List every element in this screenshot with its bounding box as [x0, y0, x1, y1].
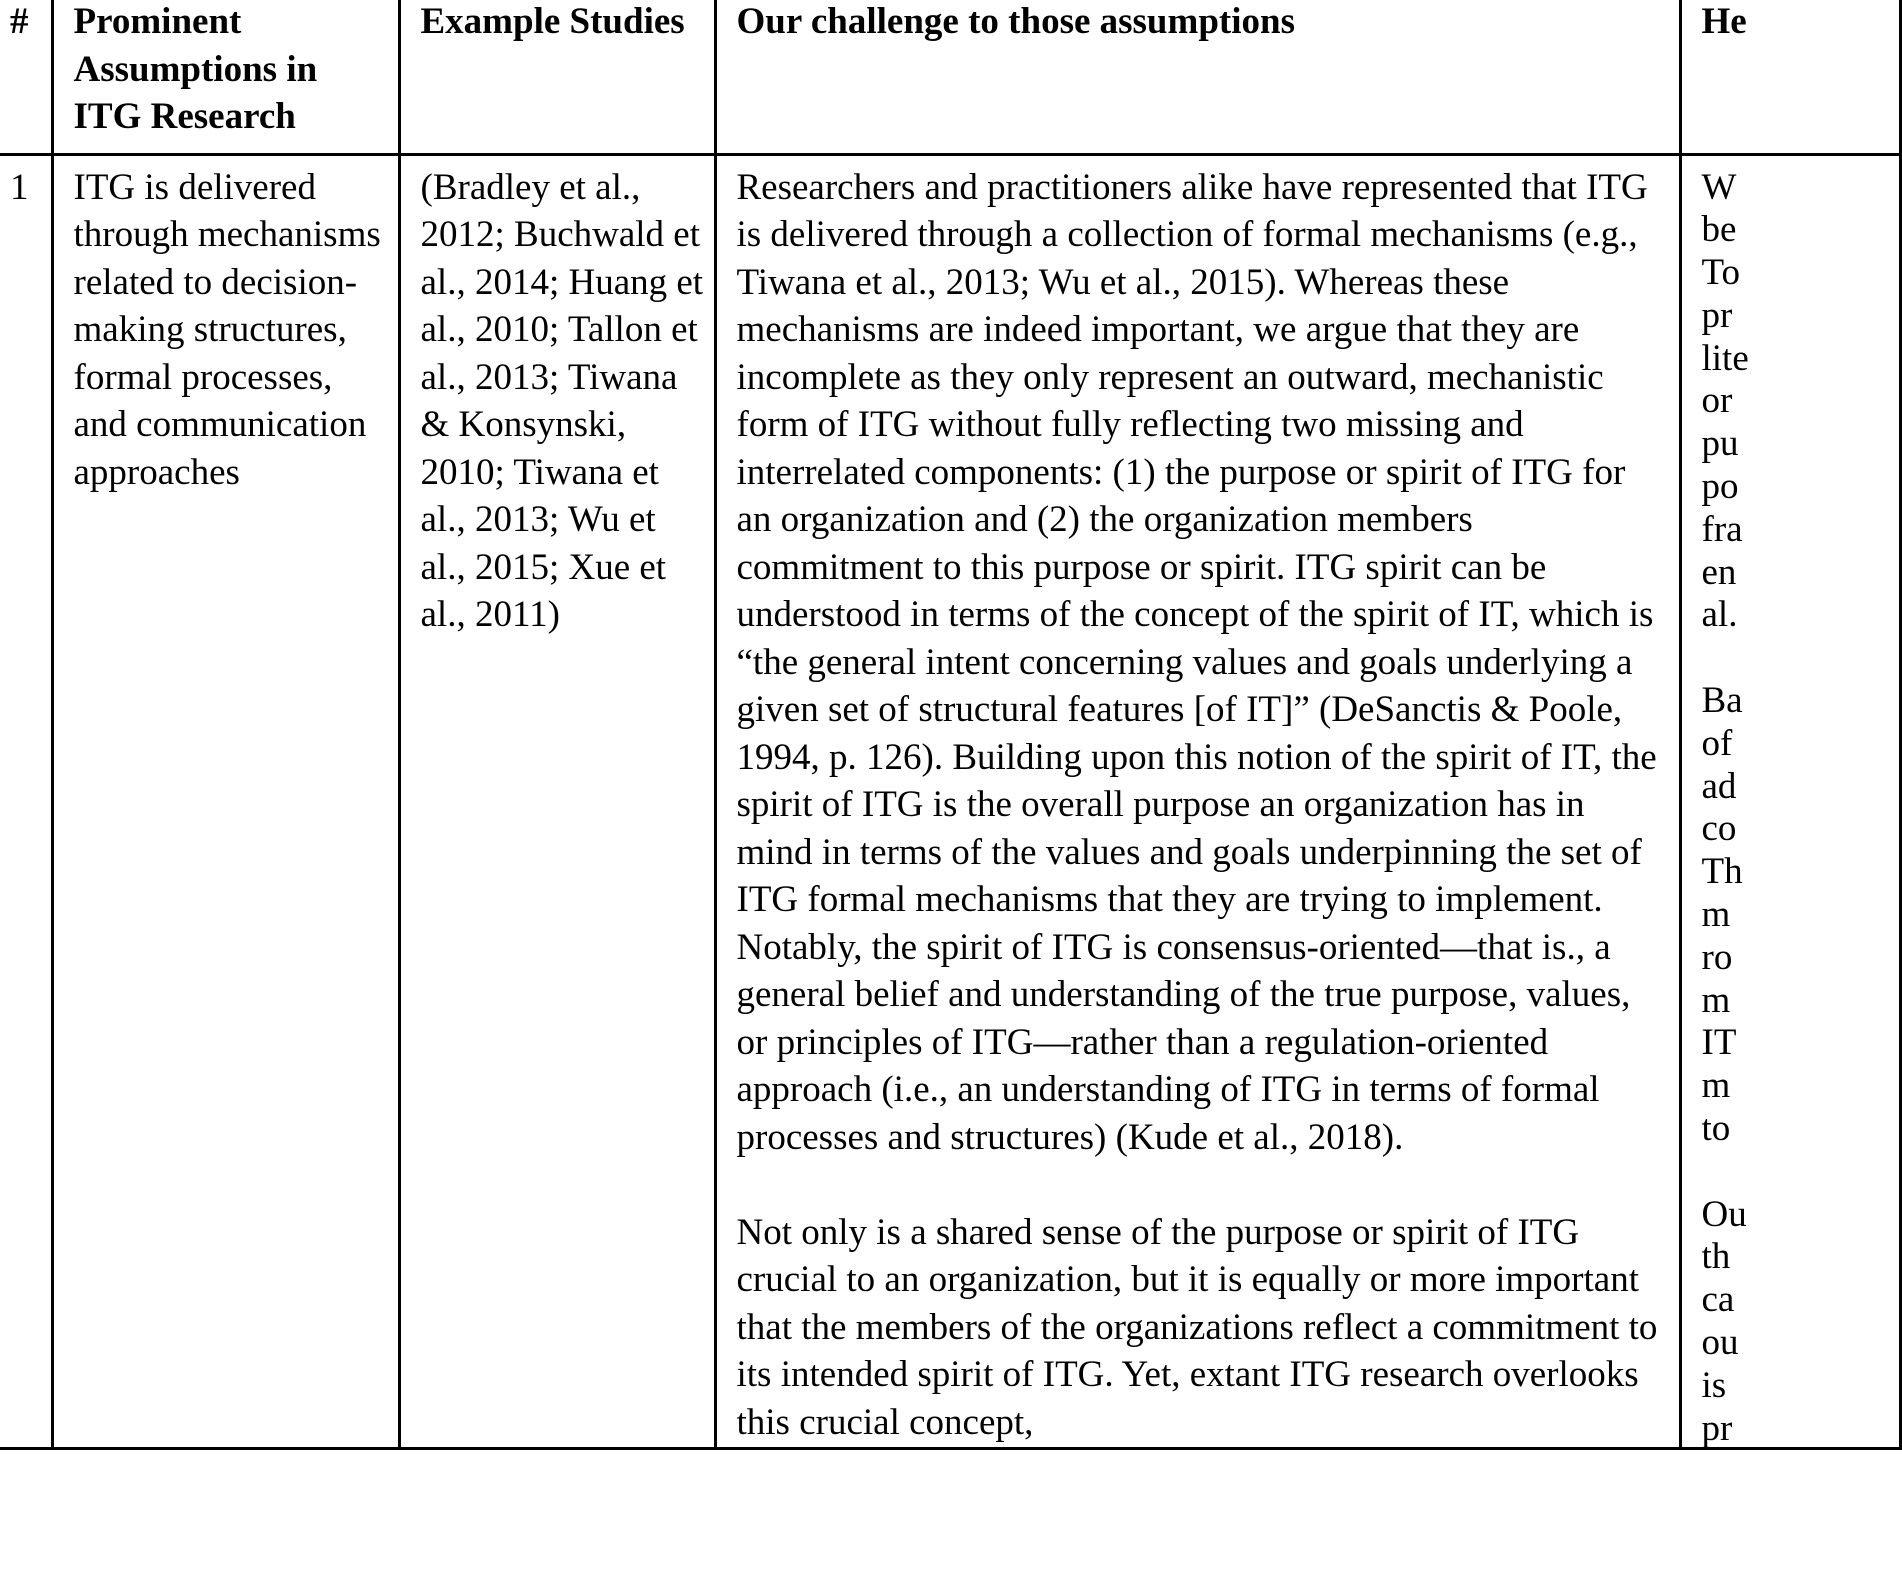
partial-line: [1702, 634, 1889, 677]
challenge-paragraph: Researchers and practitioners alike have represented that ITG is delivered through a collection of formal mechanisms (e.g., Tiwana et al., 2013; Wu et al., 2015). Whereas these mechanisms are indeed important, we argue that they are incomplete as they only represent an outward, mechanistic form of ITG without fully reflecting two missing and interrelated components: (1) the purpose or spirit of ITG for an organization and (2) the organization members commitment to this purpose or spirit. ITG spirit can be understood in terms of the concept of the spirit of IT, which is “the general intent concerning values and goals underlying a given set of structural features [of IT]” (DeSanctis & Poole, 1994, p. 126). Building upon this notion of the spirit of IT, the spirit of ITG is the overall purpose an organization has in mind in terms of the values and goals underpinning the set of ITG formal mechanisms that they are trying to implement. Notably, the spirit of ITG is consensus-oriented—that is., a general belief and understanding of the true purpose, values, or principles of ITG—rather than a regulation-oriented approach (i.e., an understanding of ITG in terms of formal processes and structures) (Kude et al., 2018).: [736, 166, 1657, 1158]
partial-line: IT: [1701, 1022, 1737, 1064]
header-number: #: [0, 0, 52, 154]
partial-line: Ba: [1701, 680, 1743, 722]
partial-line: of: [1701, 722, 1733, 764]
partial-line: m: [1701, 894, 1731, 936]
header-example-studies: Example Studies: [399, 0, 715, 154]
partial-line: Ou: [1701, 1193, 1747, 1235]
challenge-cell: [715, 154, 1680, 1449]
partial-line: ro: [1701, 936, 1733, 978]
partial-line: lite: [1701, 337, 1749, 379]
partial-line: or: [1701, 380, 1733, 422]
partial-line: Th: [1701, 851, 1743, 893]
partial-line: al.: [1701, 594, 1738, 636]
header-assumptions: Prominent Assumptions in ITG Research: [52, 0, 399, 154]
partial-line: pr: [1701, 294, 1733, 336]
partial-line: en: [1701, 551, 1737, 593]
partial-line: To: [1701, 252, 1741, 294]
partial-line: fra: [1701, 508, 1743, 550]
row-number: 1: [0, 154, 52, 1449]
table-row: [0, 154, 1900, 1449]
partial-line: to: [1701, 1108, 1731, 1150]
partial-line: m: [1701, 1065, 1731, 1107]
assumption-cell: ITG is delivered through mechanisms related to decision-making structures, formal processes, and communication approaches: [52, 154, 399, 1449]
partial-line: po: [1701, 466, 1739, 508]
table-header-row: [0, 0, 1900, 154]
partial-line: ou: [1701, 1322, 1739, 1364]
header-challenge: Our challenge to those assumptions: [715, 0, 1680, 154]
partial-line: th: [1701, 1236, 1731, 1278]
example-studies-cell: (Bradley et al., 2012; Buchwald et al., 2014; Huang et al., 2010; Tallon et al., 2013; Tiwana & Konsynski, 2010; Tiwana et al., 2013; Wu et al., 2015; Xue et al., 2011): [399, 154, 715, 1449]
header-next-column-partial: He: [1680, 0, 1900, 154]
partial-line: m: [1701, 979, 1731, 1021]
partial-line: pr: [1701, 1407, 1733, 1449]
partial-line: pu: [1701, 423, 1739, 465]
next-column-partial-cell: [1680, 154, 1900, 1449]
partial-line: ca: [1701, 1279, 1735, 1321]
challenge-paragraph: Not only is a shared sense of the purpose or spirit of ITG crucial to an organization, but it is equally or more important that the members of the organizations reflect a commitment to its intended spirit of ITG. Yet, extant ITG research overlooks this crucial concept,: [736, 1211, 1658, 1443]
partial-line: ad: [1701, 765, 1737, 807]
partial-line: W: [1701, 166, 1737, 208]
partial-line: [1702, 1148, 1889, 1191]
partial-line: be: [1701, 209, 1737, 251]
partial-line: is: [1701, 1364, 1727, 1406]
partial-line: co: [1701, 808, 1737, 850]
